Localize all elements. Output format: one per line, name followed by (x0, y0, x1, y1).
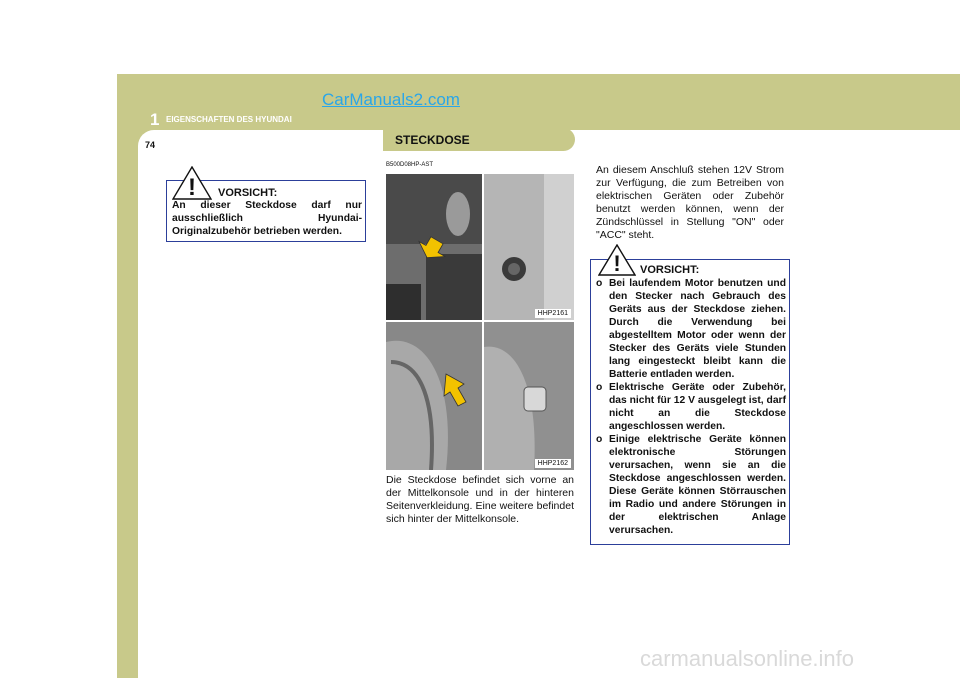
caution-title-right: VORSICHT: (640, 264, 700, 276)
bullet-mark: o (596, 278, 603, 289)
svg-text:!: ! (613, 251, 621, 276)
caution-list-right (596, 277, 786, 537)
caution-text-left: An dieser Steckdose darf nur ausschließlich Hyundai-Originalzubehör betrieben werden. (172, 200, 362, 237)
warning-triangle-icon (598, 244, 636, 276)
caution-title-left: VORSICHT: (218, 187, 278, 199)
warning-triangle-icon (172, 166, 212, 200)
list-item (596, 381, 786, 433)
svg-text:!: ! (188, 174, 196, 200)
section-code: B500D08HP-AST (386, 162, 434, 168)
photo-label-top: HHP2161 (535, 309, 571, 318)
bullet-mark: o (596, 434, 603, 445)
page-number: 74 (145, 140, 156, 150)
section-title-tab (383, 128, 575, 151)
photo-console-left (386, 174, 482, 320)
list-item-text: Bei laufendem Motor benutzen und den Stecker nach Gebrauch des Geräts aus der Steckdose ziehen. Durch die Verwendung bei abgestelltem Motor oder wenn der Stecker des Geräts viele Stunden lang eingesteckt bleibt kann die Batterie entladen werden. (609, 278, 786, 380)
list-item (596, 277, 786, 381)
list-item-text: Einige elektrische Geräte können elektronische Störungen verursachen, wenn sie an die Steckdose angeschlossen werden. Diese Geräte können Störrauschen im Radio und andere Störungen in der elektrischen Anlage verursachen. (609, 434, 786, 536)
photo-door-right (484, 322, 574, 470)
list-item-text: Elektrische Geräte oder Zubehör, das nicht für 12 V ausgelegt ist, darf nicht an die Steckdose angeschlossen werden. (609, 382, 786, 432)
chapter-title: EIGENSCHAFTEN DES HYUNDAI (166, 115, 292, 124)
body-text-left: Die Steckdose befindet sich vorne an der Mittelkonsole und in der hinteren Seitenverkleidung. Eine weitere befindet sich hinter der Mittelkonsole. (386, 474, 574, 525)
photo-label-bottom: HHP2162 (535, 459, 571, 468)
body-text-right: An diesem Anschluß stehen 12V Strom zur Verfügung, die zum Betreiben von elektrischen Geräten oder Zubehör benutzt werden können, wenn der Zündschlüssel in Stellung "ON" oder "ACC" steht. (596, 164, 784, 241)
bullet-mark: o (596, 382, 603, 393)
list-item (596, 433, 786, 537)
photo-door-left (386, 322, 482, 470)
footer-watermark: carmanualsonline.info (640, 646, 855, 671)
chapter-number: 1 (150, 110, 160, 129)
watermark-link[interactable]: CarManuals2.com (322, 90, 460, 109)
section-title: STECKDOSE (395, 132, 470, 147)
photo-panel-right (484, 174, 574, 320)
